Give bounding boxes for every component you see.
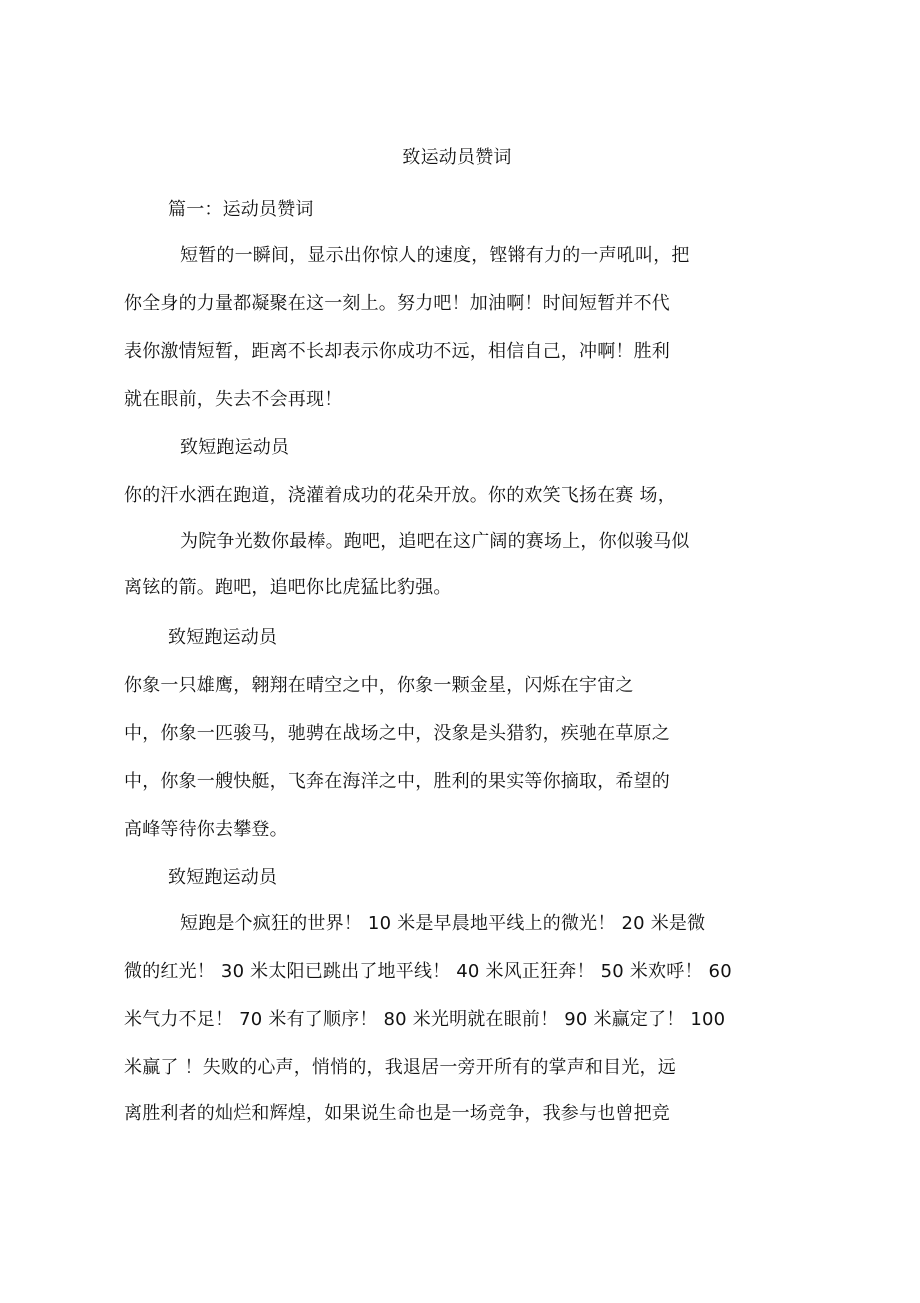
- paragraph-line: 离胜利者的灿烂和辉煌，如果说生命也是一场竞争，我参与也曾把竞: [124, 1103, 670, 1124]
- section-heading-2: 致短跑运动员: [180, 437, 290, 458]
- paragraph-line: 你象一只雄鹰，翱翔在晴空之中，你象一颗金星，闪烁在宇宙之: [124, 675, 634, 696]
- paragraph-line: 米赢了 ！失败的心声，悄悄的，我退居一旁开所有的掌声和目光，远: [124, 1057, 676, 1078]
- section-heading-4: 致短跑运动员: [168, 867, 278, 888]
- paragraph-line: 米气力不足！ 70 米有了顺序！ 80 米光明就在眼前！ 90 米赢定了！ 100: [124, 1009, 726, 1030]
- paragraph-line: 短暂的一瞬间，显示出你惊人的速度，铿锵有力的一声吼叫，把: [180, 245, 690, 266]
- paragraph-line: 微的红光！ 30 米太阳已跳出了地平线！ 40 米风正狂奔！ 50 米欢呼！ 60: [124, 961, 732, 982]
- paragraph-line: 短跑是个疯狂的世界！ 10 米是早晨地平线上的微光！ 20 米是微: [180, 913, 706, 934]
- paragraph-line: 你的汗水洒在跑道，浇灌着成功的花朵开放。你的欢笑飞扬在赛 场，: [124, 485, 676, 506]
- paragraph-line: 高峰等待你去攀登。: [124, 819, 288, 840]
- section-heading-1: 篇一：运动员赞词: [168, 199, 314, 220]
- paragraph-line: 就在眼前，失去不会再现！: [124, 389, 343, 410]
- paragraph-line: 为院争光数你最棒。跑吧，追吧在这广阔的赛场上，你似骏马似: [180, 531, 690, 552]
- paragraph-line: 你全身的力量都凝聚在这一刻上。努力吧！加油啊！时间短暂并不代: [124, 293, 670, 314]
- document-title: 致运动员赞词: [402, 147, 512, 168]
- section-heading-3: 致短跑运动员: [168, 627, 278, 648]
- paragraph-line: 中，你象一匹骏马，驰骋在战场之中，没象是头猎豹，疾驰在草原之: [124, 723, 670, 744]
- paragraph-line: 离铉的箭。跑吧，追吧你比虎猛比豹强。: [124, 577, 452, 598]
- paragraph-line: 中，你象一艘快艇，飞奔在海洋之中，胜利的果实等你摘取，希望的: [124, 771, 670, 792]
- paragraph-line: 表你激情短暂，距离不长却表示你成功不远，相信自己，冲啊！胜利: [124, 341, 670, 362]
